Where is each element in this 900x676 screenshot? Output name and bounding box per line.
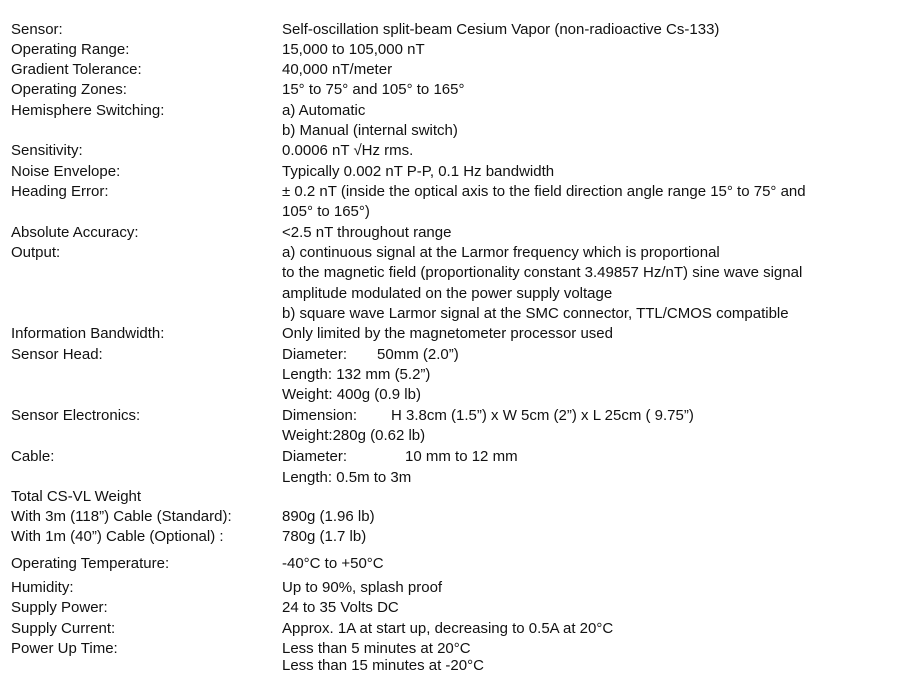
absolute-accuracy-label: Absolute Accuracy: [11,224,139,241]
operating-zones-label: Operating Zones: [11,81,127,98]
sensitivity-value: 0.0006 nT √Hz rms. [282,142,414,159]
output-value-line1: a) continuous signal at the Larmor frequency which is proportional [282,244,720,261]
operating-range-value: 15,000 to 105,000 nT [282,41,425,58]
power-up-time-value-line2: Less than 15 minutes at -20°C [282,657,484,674]
cable-label: Cable: [11,448,55,465]
heading-error-value-line1: ± 0.2 nT (inside the optical axis to the field direction angle range 15° to 75° and [282,183,806,200]
supply-current-value: Approx. 1A at start up, decreasing to 0.5A at 20°C [282,620,614,637]
sensitivity-label: Sensitivity: [11,142,83,159]
heading-error-label: Heading Error: [11,183,109,200]
sensor-electronics-weight: Weight:280g (0.62 lb) [282,427,426,444]
cable-1m-label: With 1m (40”) Cable (Optional) : [11,528,224,545]
noise-envelope-label: Noise Envelope: [11,163,121,180]
supply-power-value: 24 to 35 Volts DC [282,599,399,616]
output-value-line4: b) square wave Larmor signal at the SMC connector, TTL/CMOS compatible [282,305,789,322]
sensor-head-length: Length: 132 mm (5.2”) [282,366,431,383]
operating-range-label: Operating Range: [11,41,130,58]
hemisphere-switching-value-a: a) Automatic [282,102,366,119]
hemisphere-switching-label: Hemisphere Switching: [11,102,165,119]
hemisphere-switching-value-b: b) Manual (internal switch) [282,122,458,139]
gradient-tolerance-value: 40,000 nT/meter [282,61,393,78]
sensor-value: Self-oscillation split-beam Cesium Vapor (non-radioactive Cs-133) [282,21,720,38]
sensor-head-diameter-value: 50mm (2.0”) [377,346,459,363]
output-value-line2: to the magnetic field (proportionality constant 3.49857 Hz/nT) sine wave signal [282,264,803,281]
sensor-electronics-label: Sensor Electronics: [11,407,141,424]
operating-temperature-value: -40°C to +50°C [282,555,384,572]
cable-diameter-value: 10 mm to 12 mm [405,448,518,465]
sensor-label: Sensor: [11,21,63,38]
sensor-electronics-dimension-value: H 3.8cm (1.5”) x W 5cm (2”) x L 25cm ( 9.75”) [391,407,694,424]
supply-power-label: Supply Power: [11,599,108,616]
cable-diameter [282,447,518,467]
noise-envelope-value: Typically 0.002 nT P-P, 0.1 Hz bandwidth [282,163,555,180]
information-bandwidth-value: Only limited by the magnetometer processor used [282,325,613,342]
power-up-time-value-line1: Less than 5 minutes at 20°C [282,640,471,657]
sensor-electronics-dimension [282,406,694,426]
sensor-head-diameter-key: Diameter: [282,346,348,363]
humidity-value: Up to 90%, splash proof [282,579,443,596]
sensor-head-weight: Weight: 400g (0.9 lb) [282,386,421,403]
sensor-head-diameter [282,345,459,365]
operating-temperature-label: Operating Temperature: [11,555,170,572]
heading-error-value-line2: 105° to 165°) [282,203,370,220]
cable-length: Length: 0.5m to 3m [282,469,412,486]
sensor-head-label: Sensor Head: [11,346,103,363]
cable-3m-value: 890g (1.96 lb) [282,508,375,525]
output-value-line3: amplitude modulated on the power supply voltage [282,285,613,302]
power-up-time-label: Power Up Time: [11,640,118,657]
cable-3m-label: With 3m (118”) Cable (Standard): [11,508,232,525]
operating-zones-value: 15° to 75° and 105° to 165° [282,81,465,98]
output-label: Output: [11,244,61,261]
absolute-accuracy-value: <2.5 nT throughout range [282,224,452,241]
cable-diameter-key: Diameter: [282,448,348,465]
humidity-label: Humidity: [11,579,74,596]
cable-1m-value: 780g (1.7 lb) [282,528,367,545]
sensor-electronics-dimension-key: Dimension: [282,407,358,424]
information-bandwidth-label: Information Bandwidth: [11,325,165,342]
gradient-tolerance-label: Gradient Tolerance: [11,61,142,78]
total-weight-heading: Total CS-VL Weight [11,488,142,505]
supply-current-label: Supply Current: [11,620,116,637]
